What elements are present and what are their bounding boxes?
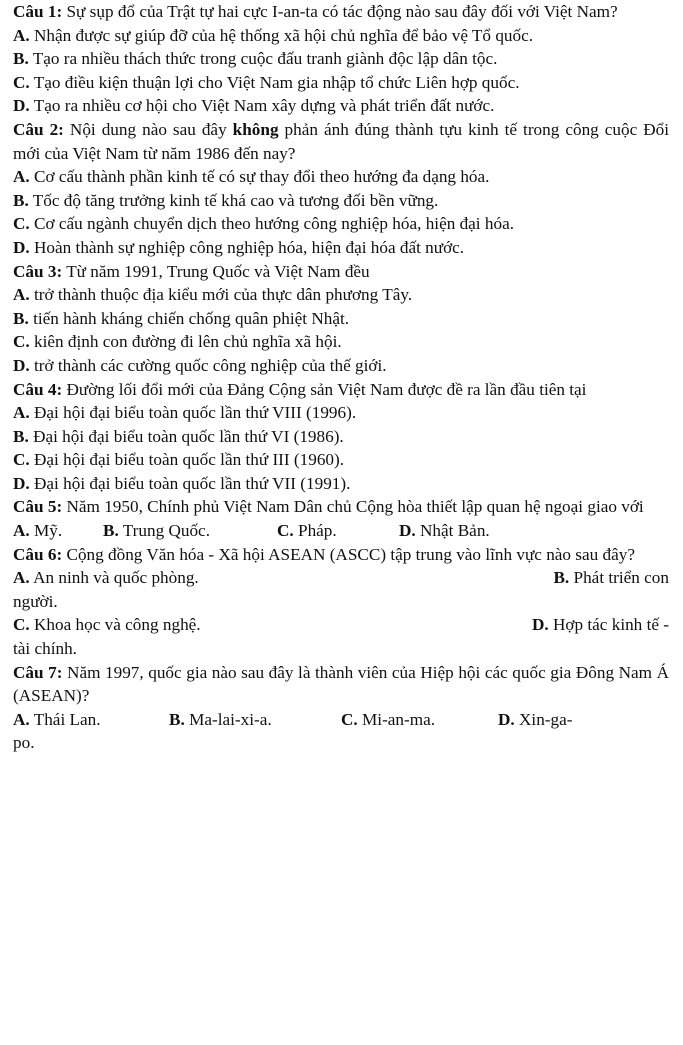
option-a: A. Thái Lan. bbox=[13, 709, 101, 729]
option-d: D. Đại hội đại biểu toàn quốc lần thứ VII (1991). bbox=[13, 473, 351, 493]
question-stem: Câu 5: Năm 1950, Chính phủ Việt Nam Dân chủ Cộng hòa thiết lập quan hệ ngoại giao với bbox=[13, 497, 644, 517]
option-b: B. Tốc độ tăng trưởng kinh tế khá cao và tương đối bền vững. bbox=[13, 190, 439, 210]
option-c: C. kiên định con đường đi lên chủ nghĩa xã hội. bbox=[13, 332, 342, 352]
question-stem: Câu 7: Năm 1997, quốc gia nào sau đây là thành viên của Hiệp hội các quốc gia Đông Nam Á (ASEAN)? bbox=[13, 662, 670, 706]
question-label: Câu 3: bbox=[13, 261, 63, 281]
option-b: B. Phát triển con bbox=[553, 568, 669, 588]
option-d: D. Nhật Bản. bbox=[399, 521, 490, 541]
question-5 bbox=[0, 495, 683, 542]
question-label: Câu 1: bbox=[13, 2, 63, 21]
option-c: C. Khoa học và công nghệ. bbox=[13, 615, 201, 635]
option-a: A. Mỹ. bbox=[13, 521, 63, 541]
question-6 bbox=[0, 543, 683, 661]
option-b: B. tiến hành kháng chiến chống quân phiệt Nhật. bbox=[13, 308, 350, 328]
option-c: C. Đại hội đại biểu toàn quốc lần thứ III (1960). bbox=[13, 450, 345, 470]
emphasis-word: không bbox=[232, 119, 279, 139]
options-row bbox=[13, 519, 669, 543]
option-c: C. Mi-an-ma. bbox=[341, 709, 436, 729]
question-1 bbox=[0, 0, 683, 118]
question-label: Câu 5: bbox=[13, 497, 63, 517]
question-stem bbox=[13, 0, 669, 24]
option-a: A. Cơ cấu thành phần kinh tế có sự thay đổi theo hướng đa dạng hóa. bbox=[13, 167, 490, 187]
option-d: D. Hoàn thành sự nghiệp công nghiệp hóa, hiện đại hóa đất nước. bbox=[13, 237, 465, 257]
option-continuation: người. bbox=[13, 591, 58, 611]
option-b: B. Đại hội đại biểu toàn quốc lần thứ VI (1986). bbox=[13, 426, 344, 446]
question-label: Câu 6: bbox=[13, 544, 63, 564]
option-a: A. Đại hội đại biểu toàn quốc lần thứ VIII (1996). bbox=[13, 403, 357, 423]
option-d: D. trở thành các cường quốc công nghiệp của thế giới. bbox=[13, 355, 387, 375]
option-d: D. Xin-ga- bbox=[498, 709, 573, 729]
question-stem: Câu 3: Từ năm 1991, Trung Quốc và Việt Nam đều bbox=[13, 261, 370, 281]
option-a: A. An ninh và quốc phòng. bbox=[13, 568, 199, 588]
question-label: Câu 7: bbox=[13, 662, 63, 682]
question-stem: Câu 2: Nội dung nào sau đây không phản ánh đúng thành tựu kinh tế trong công cuộc Đổi mới của Việt Nam từ năm 1986 đến nay? bbox=[13, 119, 669, 163]
options-row bbox=[13, 613, 669, 637]
option-a: A. trở thành thuộc địa kiểu mới của thực dân phương Tây. bbox=[13, 285, 413, 305]
option-c: C. Tạo điều kiện thuận lợi cho Việt Nam gia nhập tổ chức Liên hợp quốc. bbox=[13, 72, 520, 92]
option-b: B. Tạo ra nhiều thách thức trong cuộc đấu tranh giành độc lập dân tộc. bbox=[13, 49, 498, 69]
question-label: Câu 2: bbox=[13, 119, 64, 139]
question-stem: Câu 4: Đường lối đổi mới của Đảng Cộng sản Việt Nam được đề ra lần đầu tiên tại bbox=[13, 379, 587, 399]
question-2 bbox=[0, 118, 683, 260]
options-row bbox=[13, 566, 669, 590]
question-text: Sự sụp đổ của Trật tự hai cực I-an-ta có tác động nào sau đây đối với Việt Nam? bbox=[66, 2, 618, 21]
option-b: B. Ma-lai-xi-a. bbox=[169, 709, 272, 729]
option-continuation: po. bbox=[13, 733, 35, 753]
question-3 bbox=[0, 260, 683, 378]
option-c: C. Pháp. bbox=[277, 521, 337, 541]
question-7 bbox=[0, 661, 683, 755]
option-c: C. Cơ cấu ngành chuyển dịch theo hướng công nghiệp hóa, hiện đại hóa. bbox=[13, 214, 514, 234]
question-stem: Câu 6: Cộng đồng Văn hóa - Xã hội ASEAN (ASCC) tập trung vào lĩnh vực nào sau đây? bbox=[13, 544, 635, 564]
question-4 bbox=[0, 378, 683, 496]
option-b: B. Trung Quốc. bbox=[103, 521, 210, 541]
option-d: D. Tạo ra nhiều cơ hội cho Việt Nam xây dựng và phát triển đất nước. bbox=[13, 96, 495, 116]
question-label: Câu 4: bbox=[13, 379, 63, 399]
options-row bbox=[13, 708, 669, 732]
option-a: A. Nhận được sự giúp đỡ của hệ thống xã hội chủ nghĩa để bảo vệ Tổ quốc. bbox=[13, 25, 534, 45]
option-continuation: tài chính. bbox=[13, 639, 77, 659]
option-d: D. Hợp tác kinh tế - bbox=[531, 615, 669, 635]
